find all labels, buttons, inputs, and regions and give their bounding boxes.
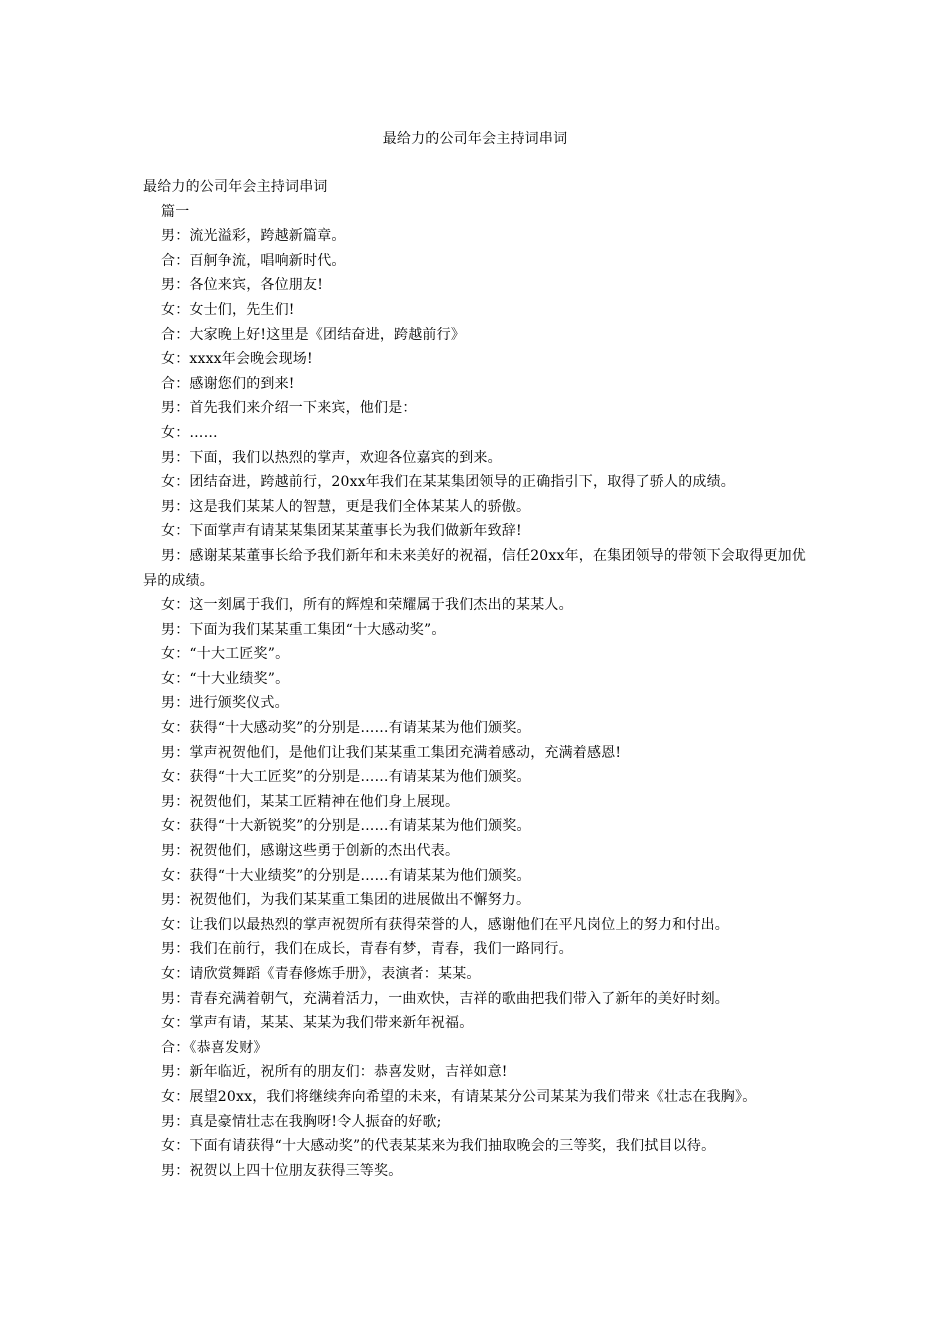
script-line: 女：获得“十大工匠奖”的分别是……有请某某为他们颁奖。	[161, 769, 531, 786]
script-line: 男：感谢某某董事长给予我们新年和未来美好的祝福，信任20xx年，在集团领导的带领下会取得更加优异的成绩。	[143, 547, 807, 589]
script-line: 男：祝贺他们，为我们某某重工集团的进展做出不懈努力。	[161, 892, 531, 909]
document-subtitle: 最给力的公司年会主持词串词	[143, 179, 328, 195]
script-line: 女：“十大工匠奖”。	[161, 646, 290, 663]
script-line: 女：下面掌声有请某某集团某某董事长为我们做新年致辞!	[161, 523, 522, 540]
script-line: 女：团结奋进，跨越前行，20xx年我们在某某集团领导的正确指引下，取得了骄人的成绩。	[161, 474, 736, 491]
script-line: 合：大家晚上好!这里是《团结奋进，跨越前行》	[161, 326, 466, 343]
script-line: 女：……	[161, 424, 218, 441]
script-line: 女：这一刻属于我们，所有的辉煌和荣耀属于我们杰出的某某人。	[161, 597, 573, 614]
paragraph-list	[143, 200, 811, 1184]
script-line: 女：xxxx年会晚会现场!	[161, 351, 313, 368]
script-line: 男：新年临近，祝所有的朋友们：恭喜发财，吉祥如意!	[161, 1064, 508, 1081]
script-line: 男：进行颁奖仪式。	[161, 695, 289, 712]
script-line: 合：百舸争流，唱响新时代。	[161, 252, 346, 269]
script-line: 男：下面为我们某某重工集团“十大感动奖”。	[161, 621, 446, 638]
document-body	[143, 175, 811, 1183]
script-line: 男：流光溢彩，跨越新篇章。	[161, 228, 346, 245]
script-line: 女：下面有请获得“十大感动奖”的代表某某来为我们抽取晚会的三等奖，我们拭目以待。	[161, 1138, 716, 1155]
script-line: 女：掌声有请，某某、某某为我们带来新年祝福。	[161, 1015, 474, 1032]
script-line: 男：下面，我们以热烈的掌声，欢迎各位嘉宾的到来。	[161, 449, 502, 466]
section-heading: 篇一	[161, 203, 190, 220]
script-line: 男：真是豪情壮志在我胸呀!令人振奋的好歌;	[161, 1113, 442, 1130]
script-line: 女：“十大业绩奖”。	[161, 670, 290, 687]
script-line: 男：祝贺他们，某某工匠精神在他们身上展现。	[161, 793, 460, 810]
script-line: 女：获得“十大感动奖”的分别是……有请某某为他们颁奖。	[161, 720, 531, 737]
script-line: 男：青春充满着朝气，充满着活力，一曲欢快，吉祥的歌曲把我们带入了新年的美好时刻。	[161, 990, 729, 1007]
script-line: 女：让我们以最热烈的掌声祝贺所有获得荣誉的人，感谢他们在平凡岗位上的努力和付出。	[161, 916, 729, 933]
script-line: 女：展望20xx，我们将继续奔向希望的未来，有请某某分公司某某为我们带来《壮志在我胸》。	[161, 1088, 757, 1105]
script-line: 女：获得“十大新锐奖”的分别是……有请某某为他们颁奖。	[161, 818, 531, 835]
script-line: 男：我们在前行，我们在成长，青春有梦，青春，我们一路同行。	[161, 941, 573, 958]
script-line: 男：掌声祝贺他们，是他们让我们某某重工集团充满着感动，充满着感恩!	[161, 744, 622, 761]
script-line: 男：祝贺他们，感谢这些勇于创新的杰出代表。	[161, 843, 460, 860]
script-line: 女：获得“十大业绩奖”的分别是……有请某某为他们颁奖。	[161, 867, 531, 884]
document-title: 最给力的公司年会主持词串词	[382, 131, 568, 147]
script-line: 女：女士们，先生们!	[161, 301, 295, 318]
script-line: 男：这是我们某某人的智慧，更是我们全体某某人的骄傲。	[161, 498, 531, 515]
script-line: 合：感谢您们的到来!	[161, 375, 295, 392]
script-line: 男：祝贺以上四十位朋友获得三等奖。	[161, 1162, 403, 1179]
script-line: 女：请欣赏舞蹈《青春修炼手册》，表演者：某某。	[161, 966, 481, 982]
script-line: 合：《恭喜发财》	[161, 1039, 268, 1056]
script-line: 男：首先我们来介绍一下来宾，他们是：	[161, 400, 417, 417]
script-line: 男：各位来宾，各位朋友!	[161, 277, 324, 294]
